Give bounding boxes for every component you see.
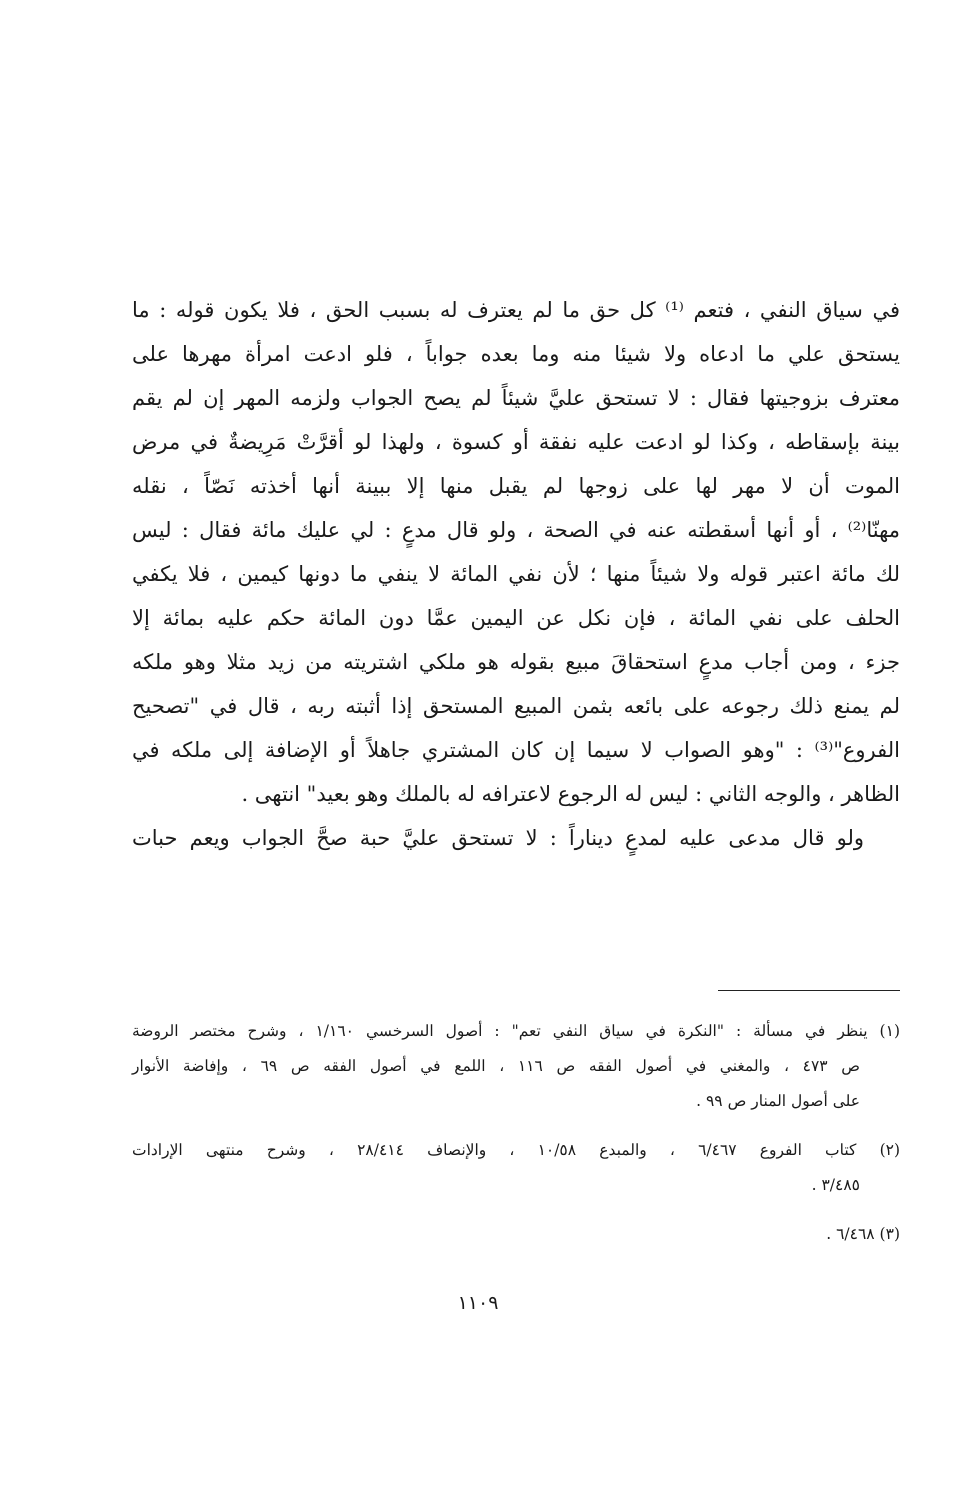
text-line: ولو قال مدعى عليه لمدعٍ ديناراً : لا تستحق عليَّ حبة صحَّ الجواب ويعم حبات <box>132 826 864 850</box>
page-number: ١١٠٩ <box>457 1292 499 1314</box>
text-line: جزء ، ومن أجاب مدعٍ استحقاقَ مبيع بقوله هو ملكي اشتريته من زيد مثلا وهو ملكه <box>132 650 900 674</box>
footnote-separator <box>718 990 900 991</box>
main-text <box>132 288 900 860</box>
text-line: مهنّا⁽²⁾ ، أو أنها أسقطته عنه في الصحة ، ولو قال مدعٍ : لي عليك مائة فقال : ليس <box>132 518 900 542</box>
footnotes <box>132 1014 900 1266</box>
text-line: الحلف على نفي المائة ، فإن نكل عن اليمين عمَّا دون المائة حكم عليه بمائة إلا <box>132 606 900 630</box>
footnote-line: ٣/٤٨٥ . <box>811 1176 860 1194</box>
text-line: بينة بإسقاطه ، وكذا لو ادعت عليه نفقة أو كسوة ، ولهذا لو أقرَّتْ مَرِيضةٌ في مرض <box>132 430 900 454</box>
text-line: الموت أن لا مهر لها على زوجها لم يقبل منها إلا ببينة أنها أخذته نَصّاً ، نقله <box>132 474 900 498</box>
footnote-line: (١) ينظر في مسألة : "النكرة في سياق النفي تعم" : أصول السرخسي ١/١٦٠ ، وشرح مختصر الروضة <box>132 1022 900 1040</box>
text-line: في سياق النفي ، فتعم ⁽¹⁾ كل حق ما لم يعترف له بسبب الحق ، فلا يكون قوله : ما <box>132 298 900 322</box>
footnote-line: (٢) كتاب الفروع ٦/٤٦٧ ، والمبدع ١٠/٥٨ ، والإنصاف ٢٨/٤١٤ ، وشرح منتهى الإرادات <box>132 1141 901 1159</box>
footnote-line: على أصول المنار ص ٩٩ . <box>696 1092 860 1110</box>
footnote-line: (٣) ٦/٤٦٨ . <box>826 1225 900 1243</box>
footnote-2 <box>132 1133 900 1203</box>
text-line: لك مائة اعتبر قوله ولا شيئاً منها ؛ لأن نفي المائة لا ينفي ما دونها كيمين ، فلا يكفي <box>132 562 900 586</box>
text-line: الفروع"⁽³⁾ : "وهو الصواب لا سيما إن كان المشتري جاهلاً أو الإضافة إلى ملكه في <box>132 738 900 762</box>
footnote-3 <box>132 1217 900 1252</box>
text-line: معترف بزوجيتها فقال : لا تستحق عليَّ شيئاً لم يصح الجواب ولزمه المهر إن لم يقم <box>132 386 900 410</box>
text-line: يستحق علي ما ادعاه ولا شيئا منه وما بعده جواباً ، فلو ادعت امرأة مهرها على <box>132 342 900 366</box>
text-line: الظاهر ، والوجه الثاني : ليس له الرجوع لاعترافه له بالملك وهو بعيد" انتهى . <box>241 782 900 806</box>
text-line: لم يمنع ذلك رجوعه على بائعه بثمن المبيع المستحق إذا أثبته ربه ، قال في "تصحيح <box>132 694 900 718</box>
footnote-1 <box>132 1014 900 1119</box>
footnote-line: ص ٤٧٣ ، والمغني في أصول الفقه ص ١١٦ ، اللمع في أصول الفقه ص ٦٩ ، وإفاضة الأنوار <box>132 1057 860 1075</box>
